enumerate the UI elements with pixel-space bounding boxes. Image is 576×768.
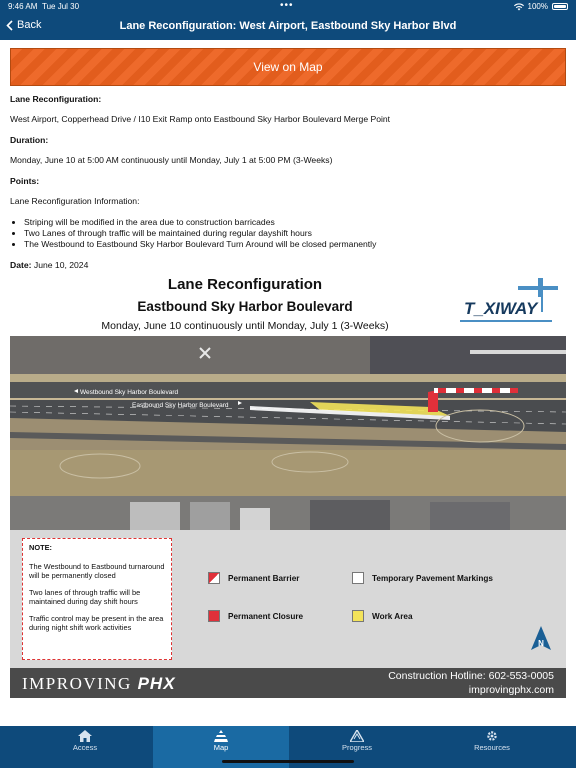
status-right [514,2,568,11]
date-line [10,260,566,271]
note-heading: NOTE: [29,543,52,552]
legend-temporary-markings: Temporary Pavement Markings [352,572,493,584]
points-intro: Lane Reconfiguration Information: [10,196,140,206]
list-item: • Two Lanes of through traffic will be maintained during regular dayshift hours [24,228,566,239]
barrier-swatch-icon [208,572,220,584]
legend-permanent-barrier: Permanent Barrier [208,572,299,584]
legend-permanent-closure: Permanent Closure [208,610,303,622]
note-line: Traffic control may be present in the area during night shift work activities [29,614,164,632]
wifi-icon [514,3,524,11]
multitask-dots-icon[interactable]: ••• [280,0,294,11]
closure-swatch-icon [208,610,220,622]
aerial-map [10,336,566,530]
construction-hotline: Construction Hotline: 602-553-0005 [388,670,554,682]
road-label-westbound [74,389,179,396]
graphic-dates: Monday, June 10 continuously until Monday, July 1 (3-Weeks) [101,320,389,332]
view-on-map-button[interactable]: View on Map [10,48,566,86]
legend-work-area: Work Area [352,610,413,622]
tab-resources[interactable]: Resources [424,726,560,768]
work-area-swatch-icon [352,610,364,622]
battery-icon [552,3,568,10]
status-bar [0,0,576,14]
svg-text:Westbound Sky Harbor Boulevard: Westbound Sky Harbor Boulevard [80,389,179,396]
status-date: Tue Jul 30 [42,2,80,11]
date-value: June 10, 2024 [33,260,89,270]
page-title: Lane Reconfiguration: West Airport, Eastbound Sky Harbor Blvd [119,20,457,32]
note-line: Two lanes of through traffic will be maintained during day shift hours [29,588,141,606]
list-item: • Striping will be modified in the area due to construction barricades [24,217,566,228]
graphic-subtitle: Eastbound Sky Harbor Boulevard [137,299,353,314]
gear-icon [486,730,498,742]
lane-heading: Lane Reconfiguration: [10,94,102,104]
date-label: Date: [10,260,32,270]
map-legend [10,530,566,668]
home-icon [78,730,92,742]
graphic-title: Lane Reconfiguration [167,276,323,293]
duration-heading: Duration: [10,135,49,145]
road-label-eastbound [132,401,242,409]
status-time: 9:46 AM [8,2,38,11]
back-label: Back [17,19,42,31]
tab-map[interactable]: Map [153,726,289,768]
navigation-bar [0,14,576,40]
website-url: improvingphx.com [468,684,554,696]
map-icon [214,730,228,742]
svg-text:Eastbound Sky Harbor Boulevard: Eastbound Sky Harbor Boulevard [132,402,229,409]
list-item: • The Westbound to Eastbound Sky Harbor Boulevard Turn Around will be closed permanently [24,239,566,250]
logo-text: T_XIWAY [464,299,538,318]
lane-text: West Airport, Copperhead Drive / I10 Exit Ramp onto Eastbound Sky Harbor Boulevard Merge Point [10,114,391,124]
battery-percent: 100% [527,2,548,11]
svg-text:N: N [538,639,544,648]
note-box [22,538,172,660]
markings-swatch-icon [352,572,364,584]
detail-content [10,94,566,271]
points-list [24,217,566,250]
tab-access[interactable]: Access [17,726,153,768]
improving-phx-logo: IMPROVING PHX [22,674,176,693]
points-heading: Points: [10,176,40,186]
note-line: The Westbound to Eastbound turnaround will be permanently closed [29,562,165,580]
home-indicator[interactable] [222,760,354,763]
construction-graphic[interactable] [10,276,566,698]
tab-progress[interactable]: Progress [289,726,425,768]
north-arrow-icon [530,626,552,652]
duration-text: Monday, June 10 at 5:00 AM continuously until Monday, July 1 at 5:00 PM (3-Weeks) [10,155,333,165]
progress-icon [350,730,364,742]
taxiway-logo [458,278,558,328]
graphic-footer [10,668,566,698]
